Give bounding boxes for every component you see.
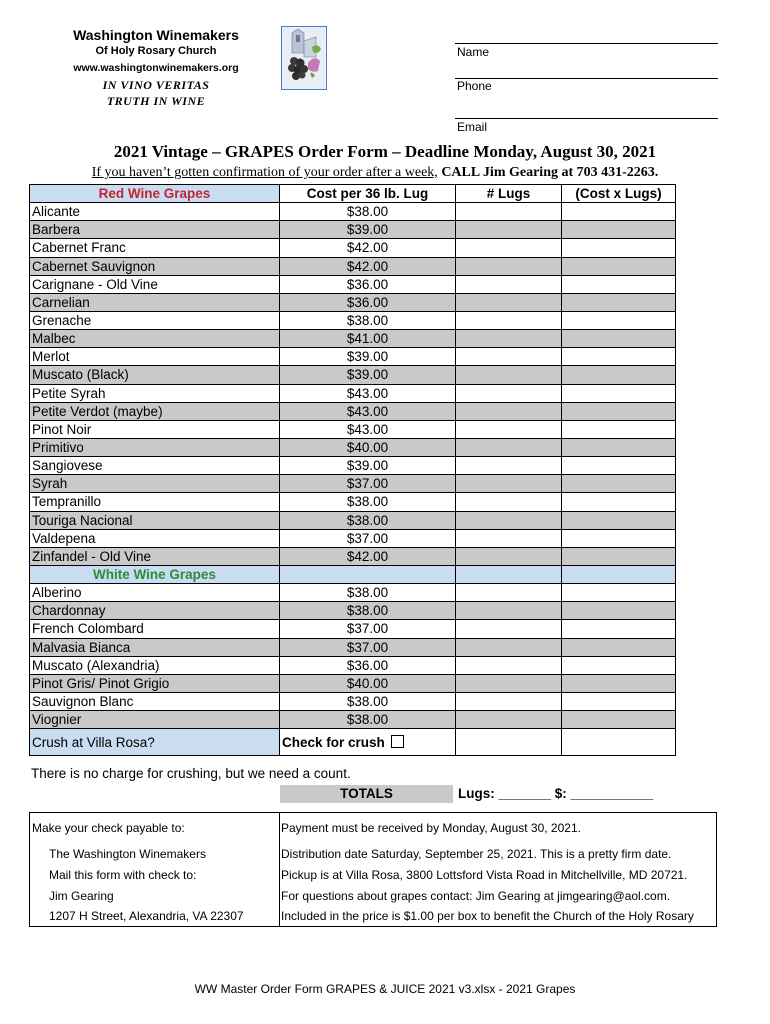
cost-total-cell[interactable] — [562, 384, 676, 402]
lugs-input-cell[interactable] — [456, 638, 562, 656]
crush-check-cell[interactable] — [280, 729, 456, 756]
grape-name: Cabernet Franc — [30, 239, 280, 257]
lugs-input-cell[interactable] — [456, 348, 562, 366]
lugs-input-cell[interactable] — [456, 221, 562, 239]
org-church: Of Holy Rosary Church — [95, 45, 217, 57]
grape-name: Cabernet Sauvignon — [30, 257, 280, 275]
lugs-input-cell[interactable] — [456, 547, 562, 565]
info-left-line: 1207 H Street, Alexandria, VA 22307 — [49, 909, 244, 923]
table-row — [30, 330, 676, 348]
info-left-line: The Washington Winemakers — [49, 847, 206, 861]
phone-label: Phone — [457, 79, 492, 93]
table-row — [30, 656, 676, 674]
grape-price: $38.00 — [280, 711, 456, 729]
lugs-input-cell[interactable] — [456, 656, 562, 674]
info-right-line: Included in the price is $1.00 per box to benefit the Church of the Holy Rosary — [281, 909, 694, 923]
grape-price: $43.00 — [280, 384, 456, 402]
table-row — [30, 511, 676, 529]
table-row — [30, 584, 676, 602]
grape-price: $40.00 — [280, 438, 456, 456]
grape-name: Chardonnay — [30, 602, 280, 620]
lugs-input-cell[interactable] — [456, 402, 562, 420]
white-grapes-header-row — [30, 565, 676, 583]
grape-order-table — [29, 184, 676, 756]
lugs-input-cell[interactable] — [456, 293, 562, 311]
grape-name: Alicante — [30, 203, 280, 221]
grape-name: Carignane - Old Vine — [30, 275, 280, 293]
phone-line[interactable] — [455, 78, 718, 79]
lugs-input-cell[interactable] — [456, 602, 562, 620]
grape-price: $38.00 — [280, 602, 456, 620]
cost-total-cell[interactable] — [562, 420, 676, 438]
grape-name: Viognier — [30, 711, 280, 729]
cost-total-cell[interactable] — [562, 311, 676, 329]
cost-total-cell[interactable] — [562, 366, 676, 384]
lugs-input-cell[interactable] — [456, 239, 562, 257]
name-line[interactable] — [455, 43, 718, 44]
grape-name: Alberino — [30, 584, 280, 602]
cost-total-cell[interactable] — [562, 529, 676, 547]
lugs-input-cell[interactable] — [456, 584, 562, 602]
cost-total-cell[interactable] — [562, 620, 676, 638]
subtitle-call: CALL Jim Gearing at 703 431-2263. — [441, 165, 659, 180]
grape-name: Sauvignon Blanc — [30, 692, 280, 710]
page-footer: WW Master Order Form GRAPES & JUICE 2021 v3.xlsx - 2021 Grapes — [194, 982, 576, 996]
name-label: Name — [457, 45, 490, 59]
grape-price: $38.00 — [280, 493, 456, 511]
grape-price: $37.00 — [280, 620, 456, 638]
table-row — [30, 311, 676, 329]
grape-price: $36.00 — [280, 293, 456, 311]
grape-name: French Colombard — [30, 620, 280, 638]
grape-name: Merlot — [30, 348, 280, 366]
grape-name: Petite Syrah — [30, 384, 280, 402]
org-motto-latin: IN VINO VERITAS — [102, 78, 210, 92]
cost-total-cell[interactable] — [562, 656, 676, 674]
cost-total-cell[interactable] — [562, 457, 676, 475]
grape-price: $39.00 — [280, 366, 456, 384]
totals-label: TOTALS — [280, 785, 453, 803]
grape-name: Muscato (Black) — [30, 366, 280, 384]
grape-name: Grenache — [30, 311, 280, 329]
info-right-line: Pickup is at Villa Rosa, 3800 Lottsford Vista Road in Mitchellville, MD 20721. — [281, 868, 688, 882]
grape-name: Syrah — [30, 475, 280, 493]
lugs-input-cell[interactable] — [456, 493, 562, 511]
lugs-input-cell[interactable] — [456, 330, 562, 348]
cost-total-cell[interactable] — [562, 584, 676, 602]
payment-info-box — [29, 812, 717, 927]
lugs-input-cell[interactable] — [456, 511, 562, 529]
table-row — [30, 293, 676, 311]
org-name: Washington Winemakers — [73, 27, 239, 43]
grape-name: Zinfandel - Old Vine — [30, 547, 280, 565]
cost-total-cell[interactable] — [562, 330, 676, 348]
crush-label: Crush at Villa Rosa? — [30, 729, 280, 756]
org-motto-english: TRUTH IN WINE — [106, 94, 206, 108]
table-row — [30, 221, 676, 239]
lugs-input-cell[interactable] — [456, 311, 562, 329]
info-divider — [279, 813, 280, 926]
grape-price: $39.00 — [280, 457, 456, 475]
lugs-input-cell[interactable] — [456, 692, 562, 710]
grape-name: Primitivo — [30, 438, 280, 456]
grape-name: Pinot Noir — [30, 420, 280, 438]
lugs-input-cell[interactable] — [456, 457, 562, 475]
org-website: www.washingtonwinemakers.org — [73, 62, 239, 74]
form-subtitle — [0, 165, 750, 181]
grape-price: $37.00 — [280, 529, 456, 547]
table-row — [30, 620, 676, 638]
grape-price: $42.00 — [280, 257, 456, 275]
grape-name: Malbec — [30, 330, 280, 348]
cost-total-cell[interactable] — [562, 547, 676, 565]
cost-total-cell[interactable] — [562, 348, 676, 366]
org-header — [60, 27, 252, 109]
table-row — [30, 438, 676, 456]
table-row — [30, 384, 676, 402]
lugs-input-cell[interactable] — [456, 420, 562, 438]
cost-total-cell[interactable] — [562, 729, 676, 756]
lugs-input-cell[interactable] — [456, 366, 562, 384]
table-header-row — [30, 185, 676, 203]
header-red-grapes: Red Wine Grapes — [30, 185, 280, 203]
grape-name: Barbera — [30, 221, 280, 239]
crush-note: There is no charge for crushing, but we need a count. — [31, 766, 351, 781]
email-label: Email — [457, 120, 488, 134]
table-row — [30, 402, 676, 420]
info-left-line: Mail this form with check to: — [49, 868, 197, 882]
grape-name: Muscato (Alexandria) — [30, 656, 280, 674]
table-row — [30, 493, 676, 511]
table-row — [30, 638, 676, 656]
grape-price: $38.00 — [280, 584, 456, 602]
cost-total-cell[interactable] — [562, 438, 676, 456]
table-row — [30, 257, 676, 275]
cost-total-cell[interactable] — [562, 511, 676, 529]
lugs-input-cell[interactable] — [456, 620, 562, 638]
header-total: (Cost x Lugs) — [562, 185, 676, 203]
header-lugs: # Lugs — [456, 185, 562, 203]
email-line[interactable] — [455, 118, 718, 119]
grape-price: $38.00 — [280, 511, 456, 529]
cost-total-cell[interactable] — [562, 692, 676, 710]
cost-total-cell[interactable] — [562, 674, 676, 692]
lugs-input-cell[interactable] — [456, 475, 562, 493]
crush-check-label: Check for crush — [282, 734, 385, 750]
lugs-input-cell[interactable] — [456, 257, 562, 275]
totals-amounts[interactable]: Lugs: _______ $: ___________ — [458, 786, 654, 801]
cost-total-cell[interactable] — [562, 203, 676, 221]
cost-total-cell[interactable] — [562, 293, 676, 311]
grape-price: $41.00 — [280, 330, 456, 348]
grape-price: $39.00 — [280, 221, 456, 239]
table-row — [30, 475, 676, 493]
info-right-line: Distribution date Saturday, September 25, 2021. This is a pretty firm date. — [281, 847, 672, 861]
table-row — [30, 602, 676, 620]
header-blank-cell — [456, 565, 562, 583]
table-row — [30, 203, 676, 221]
lugs-input-cell[interactable] — [456, 203, 562, 221]
grape-name: Petite Verdot (maybe) — [30, 402, 280, 420]
cost-total-cell[interactable] — [562, 711, 676, 729]
table-row — [30, 529, 676, 547]
lugs-input-cell[interactable] — [456, 674, 562, 692]
grape-price: $43.00 — [280, 420, 456, 438]
grape-name: Sangiovese — [30, 457, 280, 475]
cost-total-cell[interactable] — [562, 275, 676, 293]
cost-total-cell[interactable] — [562, 493, 676, 511]
grape-price: $43.00 — [280, 402, 456, 420]
form-title: 2021 Vintage – GRAPES Order Form – Deadline Monday, August 30, 2021 — [113, 142, 657, 161]
lugs-input-cell[interactable] — [456, 438, 562, 456]
lugs-input-cell[interactable] — [456, 711, 562, 729]
lugs-input-cell[interactable] — [456, 384, 562, 402]
cost-total-cell[interactable] — [562, 221, 676, 239]
grape-name: Malvasia Bianca — [30, 638, 280, 656]
grape-price: $37.00 — [280, 475, 456, 493]
grape-price: $38.00 — [280, 203, 456, 221]
info-left-line: Jim Gearing — [49, 889, 114, 903]
lugs-input-cell[interactable] — [456, 275, 562, 293]
header-blank-cell — [280, 565, 456, 583]
table-row — [30, 547, 676, 565]
grape-price: $38.00 — [280, 311, 456, 329]
subtitle-underlined: If you haven’t gotten confirmation of your order after a week, — [91, 165, 438, 180]
grape-price: $42.00 — [280, 239, 456, 257]
header-white-grapes: White Wine Grapes — [30, 565, 280, 583]
info-right-line: Payment must be received by Monday, August 30, 2021. — [281, 821, 581, 835]
grape-price: $40.00 — [280, 674, 456, 692]
crush-row — [30, 729, 676, 756]
info-right-line: For questions about grapes contact: Jim Gearing at jimgearing@aol.com. — [281, 889, 671, 903]
lugs-input-cell[interactable] — [456, 729, 562, 756]
grape-name: Pinot Gris/ Pinot Grigio — [30, 674, 280, 692]
table-row — [30, 420, 676, 438]
crush-checkbox[interactable] — [391, 735, 404, 748]
grape-name: Tempranillo — [30, 493, 280, 511]
table-row — [30, 275, 676, 293]
table-row — [30, 348, 676, 366]
grape-price: $39.00 — [280, 348, 456, 366]
grape-price: $36.00 — [280, 275, 456, 293]
cost-total-cell[interactable] — [562, 475, 676, 493]
cost-total-cell[interactable] — [562, 257, 676, 275]
table-row — [30, 457, 676, 475]
grape-price: $36.00 — [280, 656, 456, 674]
grape-name: Touriga Nacional — [30, 511, 280, 529]
table-row — [30, 239, 676, 257]
cost-total-cell[interactable] — [562, 402, 676, 420]
grape-name: Valdepena — [30, 529, 280, 547]
table-row — [30, 711, 676, 729]
table-row — [30, 366, 676, 384]
header-cost: Cost per 36 lb. Lug — [280, 185, 456, 203]
lugs-input-cell[interactable] — [456, 529, 562, 547]
grape-price: $38.00 — [280, 692, 456, 710]
church-logo-image — [281, 26, 327, 90]
cost-total-cell[interactable] — [562, 239, 676, 257]
grape-name: Carnelian — [30, 293, 280, 311]
cost-total-cell[interactable] — [562, 638, 676, 656]
cost-total-cell[interactable] — [562, 602, 676, 620]
table-row — [30, 674, 676, 692]
table-row — [30, 692, 676, 710]
header-blank-cell — [562, 565, 676, 583]
grape-price: $37.00 — [280, 638, 456, 656]
grape-price: $42.00 — [280, 547, 456, 565]
info-left-line: Make your check payable to: — [32, 821, 185, 835]
